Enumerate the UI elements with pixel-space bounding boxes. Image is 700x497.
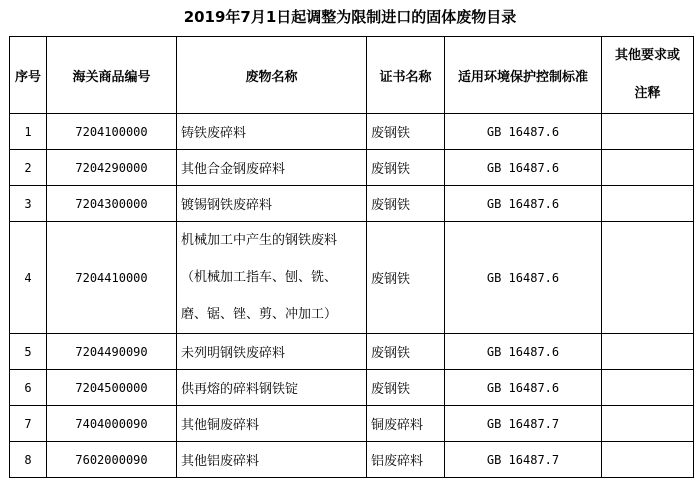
cell-standard: GB 16487.6	[445, 370, 602, 406]
cell-cert: 铜废碎料	[367, 406, 445, 442]
cell-other	[602, 442, 694, 478]
cell-other	[602, 334, 694, 370]
table-row	[10, 186, 694, 222]
table-row	[10, 334, 694, 370]
cell-code: 7404000090	[47, 406, 177, 442]
cell-code: 7204500000	[47, 370, 177, 406]
cell-seq: 6	[10, 370, 47, 406]
cell-name: 其他合金钢废碎料	[177, 150, 367, 186]
cell-code: 7204300000	[47, 186, 177, 222]
cell-name: 供再熔的碎料钢铁锭	[177, 370, 367, 406]
cell-code: 7204100000	[47, 114, 177, 150]
table-row	[10, 150, 694, 186]
cell-standard: GB 16487.6	[445, 222, 602, 334]
table-header-row	[10, 37, 694, 114]
cell-name: 未列明钢铁废碎料	[177, 334, 367, 370]
cell-seq: 8	[10, 442, 47, 478]
header-standard: 适用环境保护控制标准	[445, 37, 602, 114]
cell-standard: GB 16487.6	[445, 114, 602, 150]
cell-standard: GB 16487.6	[445, 150, 602, 186]
header-cert: 证书名称	[367, 37, 445, 114]
cell-cert: 废钢铁	[367, 370, 445, 406]
cell-name-line3: 磨、锯、锉、剪、冲加工）	[181, 307, 338, 322]
table-row	[10, 222, 694, 334]
cell-name: 镀锡钢铁废碎料	[177, 186, 367, 222]
cell-name	[177, 222, 367, 334]
cell-name: 其他铜废碎料	[177, 406, 367, 442]
table-row	[10, 406, 694, 442]
cell-seq: 5	[10, 334, 47, 370]
cell-seq: 4	[10, 222, 47, 334]
cell-name: 其他铝废碎料	[177, 442, 367, 478]
cell-cert: 废钢铁	[367, 114, 445, 150]
cell-standard: GB 16487.6	[445, 334, 602, 370]
waste-catalog-table	[9, 36, 694, 478]
page-title: 2019年7月1日起调整为限制进口的固体废物目录	[183, 8, 517, 26]
header-code: 海关商品编号	[47, 37, 177, 114]
header-other-line1: 其他要求或	[614, 48, 680, 63]
cell-seq: 7	[10, 406, 47, 442]
table-row	[10, 114, 694, 150]
cell-other	[602, 150, 694, 186]
cell-standard: GB 16487.7	[445, 406, 602, 442]
cell-code: 7204490090	[47, 334, 177, 370]
cell-seq: 2	[10, 150, 47, 186]
table-row	[10, 370, 694, 406]
cell-standard: GB 16487.7	[445, 442, 602, 478]
header-other-line2: 注释	[634, 86, 661, 101]
cell-other	[602, 114, 694, 150]
cell-other	[602, 222, 694, 334]
cell-cert: 废钢铁	[367, 334, 445, 370]
cell-cert: 废钢铁	[367, 222, 445, 334]
cell-cert: 铝废碎料	[367, 442, 445, 478]
cell-cert: 废钢铁	[367, 150, 445, 186]
cell-name-line2: （机械加工指车、刨、铣、	[181, 270, 338, 285]
cell-other	[602, 370, 694, 406]
cell-other	[602, 406, 694, 442]
header-seq: 序号	[10, 37, 47, 114]
table-row	[10, 442, 694, 478]
cell-code: 7204410000	[47, 222, 177, 334]
cell-seq: 1	[10, 114, 47, 150]
header-other	[602, 37, 694, 114]
cell-code: 7602000090	[47, 442, 177, 478]
cell-code: 7204290000	[47, 150, 177, 186]
cell-seq: 3	[10, 186, 47, 222]
cell-cert: 废钢铁	[367, 186, 445, 222]
cell-name-line1: 机械加工中产生的钢铁废料	[181, 233, 338, 248]
cell-other	[602, 186, 694, 222]
cell-standard: GB 16487.6	[445, 186, 602, 222]
cell-name: 铸铁废碎料	[177, 114, 367, 150]
header-name: 废物名称	[177, 37, 367, 114]
